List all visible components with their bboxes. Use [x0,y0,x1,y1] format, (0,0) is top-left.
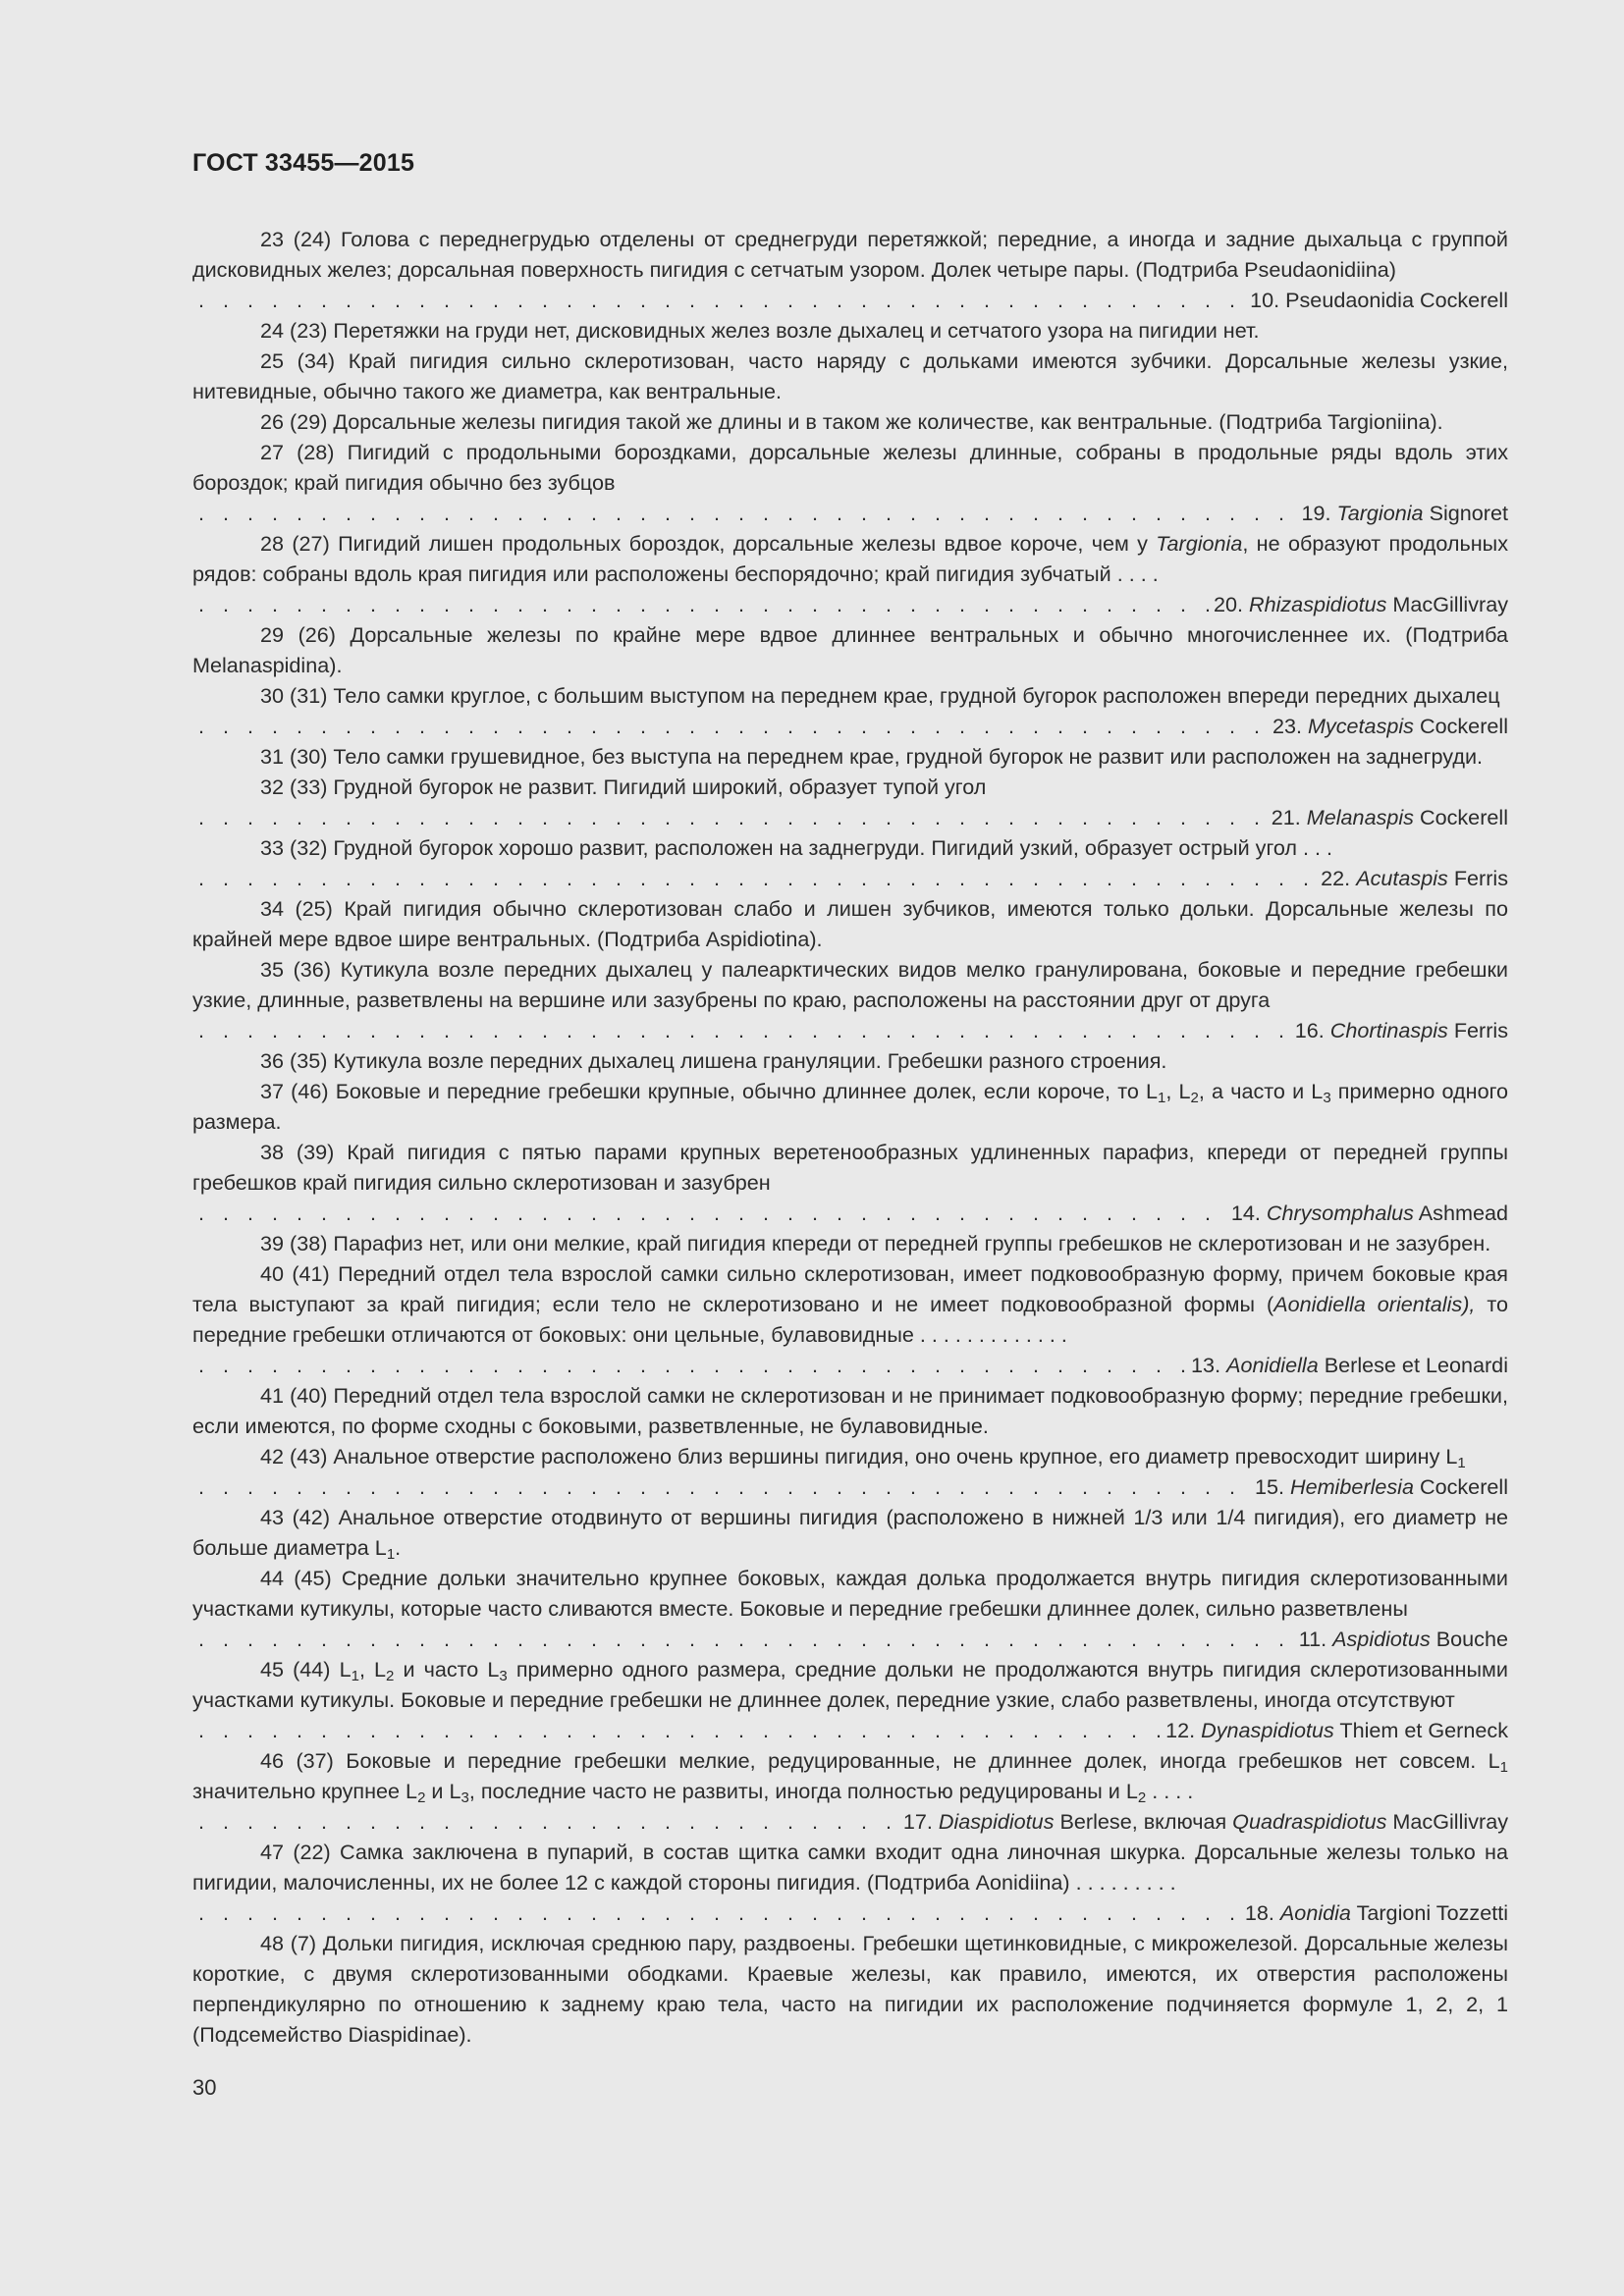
result-line-47 [192,1897,1508,1928]
taxon-result [903,1806,1508,1837]
key-entry-38 [192,1137,1508,1198]
entry-text: 25 (34) Край пигидия сильно склеротизован, часто наряду с дольками имеются зубчики. Дорсальные железы узкие, нитевидные, обычно такого же диаметра, как вентральные. [192,348,1508,403]
key-body [192,224,1508,2050]
result-line-46 [192,1806,1508,1837]
taxon-result [1272,711,1508,741]
key-entry-43 [192,1502,1508,1563]
entry-text: 34 (25) Край пигидия обычно склеротизован слабо и лишен зубчиков, имеются только дольки. Дорсальные железы по крайней мере вдвое шире вентральных. (Подтриба Aspidiotina). [192,896,1508,951]
taxon-author: Cockerell [1419,288,1508,312]
taxon-result [1250,285,1508,315]
key-entry-41 [192,1380,1508,1441]
taxon-result [1231,1198,1508,1228]
key-entry-32 [192,772,1508,802]
entry-text: 37 (46) Боковые и передние гребешки крупные, обычно длиннее долек, если короче, то L [260,1079,1159,1103]
result-line-44 [192,1624,1508,1654]
taxon-number: 12. [1165,1718,1196,1742]
entry-text: 46 (37) Боковые и передние гребешки мелкие, редуцированные, не длиннее долек, иногда гребешков нет совсем. L [260,1748,1500,1773]
taxon-number: 15. [1254,1474,1284,1499]
entry-text-cont: и часто L [394,1657,500,1682]
result-line-42 [192,1471,1508,1502]
subscript: 3 [1323,1090,1331,1106]
taxon-genus: Melanaspis [1306,805,1414,829]
key-entry-25 [192,346,1508,406]
taxon-result [1191,1350,1508,1380]
entry-species-ref: Aonidiella orientalis), [1273,1292,1476,1316]
key-entry-24 [192,315,1508,346]
taxon-number: 13. [1191,1353,1221,1377]
key-entry-35 [192,954,1508,1015]
entry-text-cont: , не образуют продольных рядов: собраны вдоль края пигидия или расположены беспорядочно; край пигидия зубчатый . . . . [192,531,1508,586]
taxon-author: Cockerell [1419,805,1508,829]
key-entry-47 [192,1837,1508,1897]
taxon-result [1301,498,1508,528]
entry-text-cont: , L [1165,1079,1191,1103]
key-entry-27 [192,437,1508,498]
taxon-genus: Aonidiella [1226,1353,1319,1377]
result-line-40 [192,1350,1508,1380]
subscript: 1 [1457,1455,1466,1471]
result-line-45 [192,1715,1508,1745]
entry-text: 33 (32) Грудной бугорок хорошо развит, расположен на заднегруди. Пигидий узкий, образует острый угол . . . [260,835,1332,860]
key-entry-29 [192,619,1508,680]
result-line-28 [192,589,1508,619]
result-line-30 [192,711,1508,741]
taxon-number: 23. [1272,714,1302,738]
key-entry-26 [192,406,1508,437]
key-entry-40 [192,1258,1508,1350]
taxon-result [1321,863,1508,893]
entry-text-cont: примерно одного размера, средние дольки не продолжаются внутрь пигидия склеротизованными участками кутикулы. Боковые и передние гребешки не длиннее долек, передние узкие, слабо разветвлены, иногда отсутствуют [192,1657,1508,1712]
entry-text: 30 (31) Тело самки круглое, с большим выступом на переднем крае, грудной бугорок расположен впереди передних дыхалец [260,683,1500,708]
taxon-result [1214,589,1508,619]
entry-text: 39 (38) Парафиз нет, или они мелкие, край пигидия кпереди от передней группы гребешков не склеротизован и не зазубрен. [260,1231,1491,1255]
taxon-genus: Acutaspis [1356,866,1448,890]
taxon-genus: Aspidiotus [1332,1627,1431,1651]
entry-text: 32 (33) Грудной бугорок не развит. Пигидий широкий, образует тупой угол [260,774,987,799]
taxon-genus: Mycetaspis [1307,714,1414,738]
taxon-result [1295,1015,1508,1045]
key-entry-34 [192,893,1508,954]
taxon-number: 19. [1301,501,1331,525]
entry-text-cont: то передние гребешки отличаются от боковых: они цельные, булавовидные . . . . . . . . . . . . . [192,1292,1508,1347]
taxon-author: Bouche [1435,1627,1508,1651]
taxon-author-2: MacGillivray [1392,1809,1508,1834]
result-line-32 [192,802,1508,832]
result-line-35 [192,1015,1508,1045]
taxon-number: 16. [1294,1018,1325,1042]
entry-text: 24 (23) Перетяжки на груди нет, дисковидных желез возле дыхалец и сетчатого узора на пигидии нет. [260,318,1260,343]
entry-text-cont: и L [425,1779,461,1803]
entry-text-cont: . . . . [1146,1779,1194,1803]
entry-text: 48 (7) Дольки пигидия, исключая среднюю пару, раздвоены. Гребешки щетинковидные, с микрожелезой. Дорсальные железы короткие, с двумя склеротизованными ободками. Краевые железы, как правило, имеются, их отверстия расположены перпендикулярно по отношению к заднему краю тела, часто на пигидии их расположение подчиняется формуле 1, 2, 2, 1 (Подсемейство Diaspidinae). [192,1931,1508,2047]
entry-text: 31 (30) Тело самки грушевидное, без выступа на переднем крае, грудной бугорок не развит или расположен на заднегруди. [260,744,1484,769]
taxon-author: Ashmead [1418,1201,1508,1225]
entry-text: 45 (44) L [260,1657,352,1682]
entry-text: 26 (29) Дорсальные железы пигидия такой же длины и в таком же количестве, как вентральные. (Подтриба Targioniina). [260,409,1443,434]
taxon-genus: Targionia [1336,501,1424,525]
taxon-author: Thiem et Gerneck [1339,1718,1508,1742]
result-line-38 [192,1198,1508,1228]
taxon-number: 20. [1213,592,1243,616]
entry-text: 42 (43) Анальное отверстие расположено близ вершины пигидия, оно очень крупное, его диаметр превосходит ширину L [260,1444,1458,1468]
taxon-genus: Dynaspidiotus [1201,1718,1334,1742]
entry-text: 28 (27) Пигидий лишен продольных бороздок, дорсальные железы вдвое короче, чем у [260,531,1157,556]
result-line-33 [192,863,1508,893]
taxon-author: Ferris [1453,866,1508,890]
result-line-23 [192,285,1508,315]
entry-text: 43 (42) Анальное отверстие отодвинуто от вершины пигидия (расположено в нижней 1/3 или 1/4 пигидия), его диаметр не больше диаметра L [192,1505,1508,1560]
taxon-number: 10. [1250,288,1280,312]
entry-text: 40 (41) Передний отдел тела взрослой самки сильно склеротизован, имеет подковообразную форму, причем боковые края тела выступают за край пигидия; если тело не склеротизовано и не имеет подковообразной формы ( [192,1261,1508,1316]
key-entry-30 [192,680,1508,711]
key-entry-31 [192,741,1508,772]
taxon-genus: Hemiberlesia [1289,1474,1414,1499]
entry-text: 44 (45) Средние дольки значительно крупнее боковых, каждая долька продолжается внутрь пигидия склеротизованными участками кутикулы, которые часто сливаются вместе. Боковые и передние гребешки длиннее долек, сильно разветвлены [192,1566,1508,1621]
taxon-genus: Chortinaspis [1329,1018,1448,1042]
entry-text: 38 (39) Край пигидия с пятью парами крупных веретенообразных удлиненных парафиз, кпереди от передней группы гребешков край пигидия сильно склеротизован и зазубрен [192,1140,1508,1195]
subscript: 1 [351,1668,359,1684]
subscript: 2 [386,1668,395,1684]
key-entry-28 [192,528,1508,589]
entry-text: 29 (26) Дорсальные железы по крайне мере вдвое длиннее вентральных и обычно многочисленнее их. (Подтриба Melanaspidina). [192,622,1508,677]
subscript: 1 [1499,1759,1508,1776]
subscript: 2 [1190,1090,1199,1106]
taxon-author: Cockerell [1419,1474,1508,1499]
entry-text: 23 (24) Голова с переднегрудью отделены от среднегруди перетяжкой; передние, а иногда и задние дыхальца с группой дисковидных желез; дорсальная поверхность пигидия с сетчатым узором. Долек четыре пары. (Подтриба Pseudaonidiina) [192,227,1508,282]
key-entry-37 [192,1076,1508,1137]
subscript: 1 [1158,1090,1166,1106]
key-entry-23 [192,224,1508,285]
key-entry-36 [192,1045,1508,1076]
taxon-author: Signoret [1429,501,1508,525]
entry-text: 35 (36) Кутикула возле передних дыхалец у палеарктических видов мелко гранулирована, боковые и передние гребешки узкие, длинные, разветвлены на вершине или зазубрены по краю, расположены на расстоянии друг от друга [192,957,1508,1012]
key-entry-46 [192,1745,1508,1806]
key-entry-48 [192,1928,1508,2050]
entry-text-cont: , последние часто не развиты, иногда полностью редуцированы и L [468,1779,1138,1803]
subscript: 2 [417,1789,426,1806]
entry-text: 27 (28) Пигидий с продольными бороздками, дорсальные железы длинные, собраны в продольные ряды вдоль этих бороздок; край пигидия обычно без зубцов [192,440,1508,495]
taxon-author: Berlese, включая [1059,1809,1227,1834]
entry-text: 41 (40) Передний отдел тела взрослой самки не склеротизован и не принимает подковообразную форму; передние гребешки, если имеются, по форме сходны с боковыми, разветвленные, не булавовидные. [192,1383,1508,1438]
taxon-result [1272,802,1508,832]
subscript: 3 [499,1668,508,1684]
entry-text: 47 (22) Самка заключена в пупарий, в состав щитка самки входит одна линочная шкурка. Дорсальные железы только на пигидии, малочисленны, их не более 12 с каждой стороны пигидия. (Подтриба Aonidiina) . . . . . . . . . [192,1840,1508,1895]
entry-text-cont: значительно крупнее L [192,1779,418,1803]
taxon-author: MacGillivray [1392,592,1508,616]
taxon-genus: Rhizaspidiotus [1248,592,1387,616]
taxon-result [1299,1624,1508,1654]
entry-text-cont: примерно одного размера. [192,1079,1509,1134]
taxon-author: Targioni Tozzetti [1356,1900,1508,1925]
taxon-genus: Diaspidiotus [938,1809,1055,1834]
taxon-number: 21. [1271,805,1301,829]
entry-text: 36 (35) Кутикула возле передних дыхалец лишена грануляции. Гребешки разного строения. [260,1048,1167,1073]
entry-text-cont: , а часто и L [1198,1079,1324,1103]
result-line-27 [192,498,1508,528]
taxon-result [1165,1715,1508,1745]
page-number: 30 [192,2075,217,2100]
taxon-number: 14. [1230,1201,1261,1225]
subscript: 2 [1137,1789,1147,1806]
subscript: 3 [460,1789,469,1806]
taxon-genus: Chrysomphalus [1266,1201,1414,1225]
key-entry-45 [192,1654,1508,1715]
key-entry-44 [192,1563,1508,1624]
entry-text-cont: . [395,1535,402,1560]
subscript: 1 [386,1546,396,1563]
key-entry-39 [192,1228,1508,1258]
taxon-author: Cockerell [1419,714,1508,738]
taxon-genus: Aonidia [1279,1900,1351,1925]
taxon-number: 17. [902,1809,933,1834]
taxon-number: 18. [1244,1900,1274,1925]
taxon-author: Berlese et Leonardi [1324,1353,1508,1377]
entry-genus-ref: Targionia [1156,531,1243,556]
taxon-number: 22. [1321,866,1351,890]
taxon-number: 11. [1298,1627,1327,1651]
entry-text-cont: , L [358,1657,387,1682]
taxon-result [1245,1897,1508,1928]
taxon-result [1255,1471,1508,1502]
taxon-genus-2: Quadraspidiotus [1232,1809,1387,1834]
taxon-author: Ferris [1453,1018,1508,1042]
document-header: ГОСТ 33455—2015 [192,149,415,177]
key-entry-42 [192,1441,1508,1471]
taxon-genus: Pseudaonidia [1285,288,1414,312]
key-entry-33 [192,832,1508,863]
